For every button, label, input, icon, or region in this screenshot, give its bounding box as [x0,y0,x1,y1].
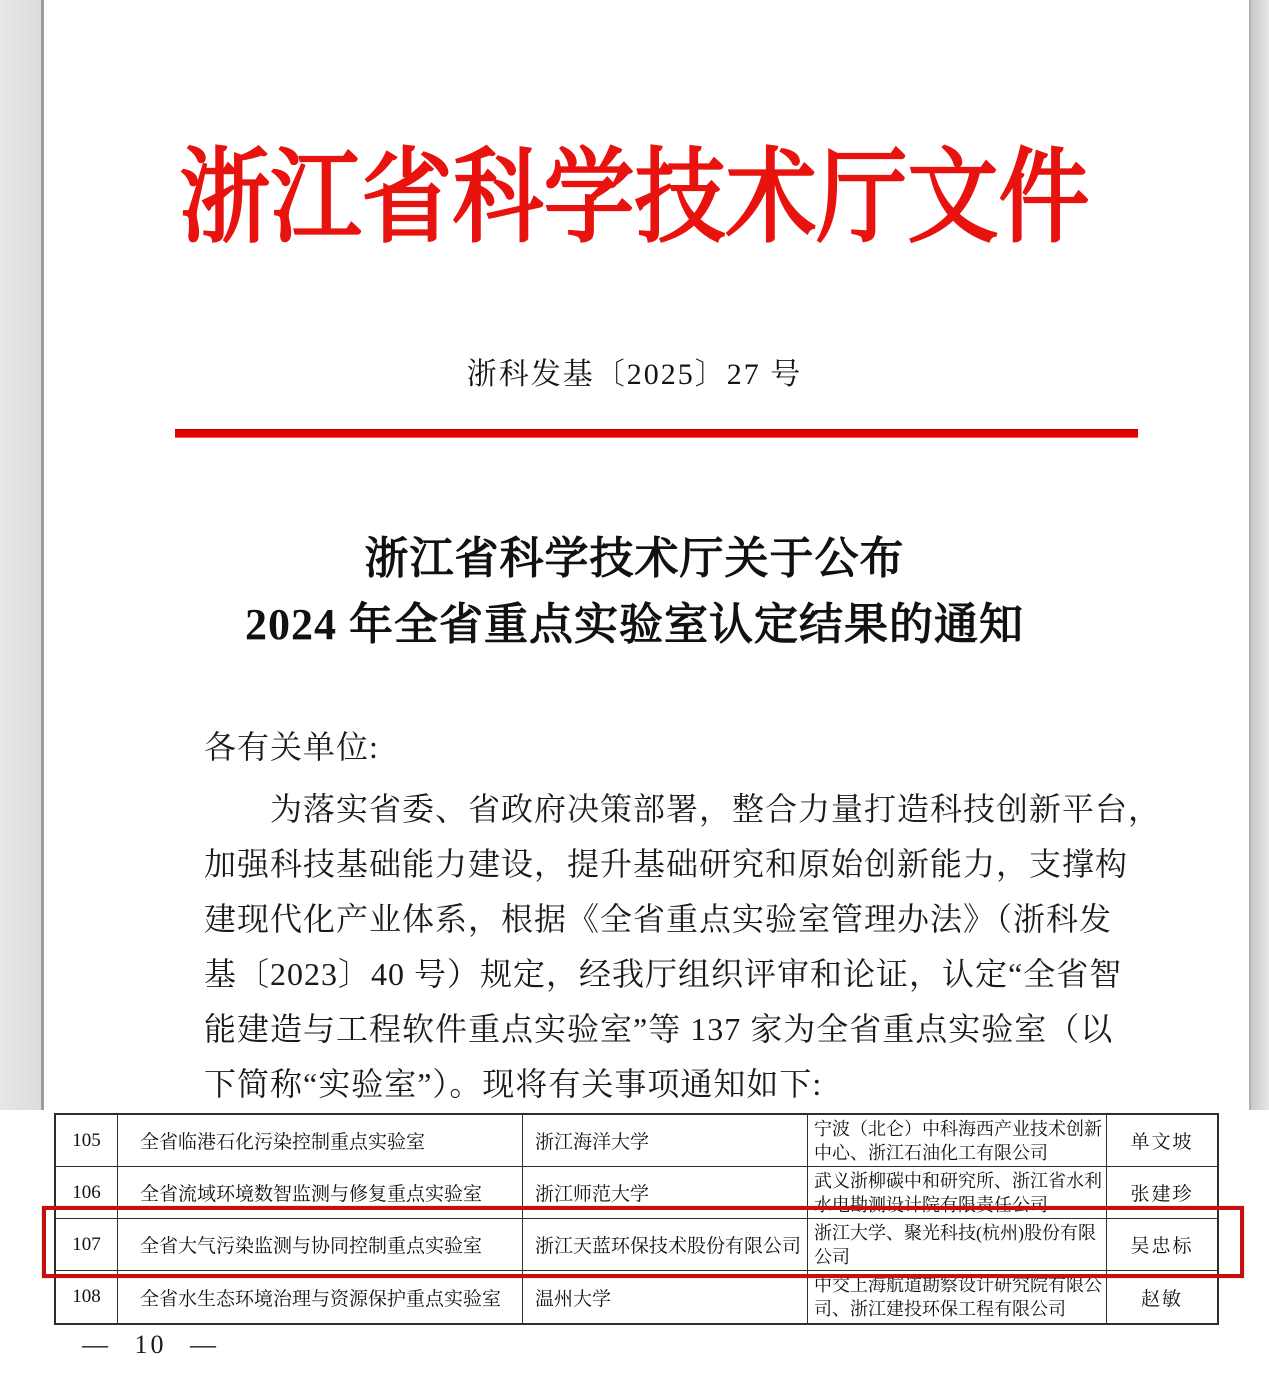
cell-host-institution: 浙江海洋大学 [523,1115,808,1167]
cell-row-number: 105 [56,1115,118,1167]
notice-title-line2: 2024 年全省重点实验室认定结果的通知 [245,600,1024,649]
cell-director: 吴忠标 [1107,1219,1217,1271]
cell-host-institution: 浙江天蓝环保技术股份有限公司 [523,1219,808,1271]
cell-director: 赵敏 [1140,1288,1183,1310]
document-number: 浙科发基〔2025〕27 号 [466,358,803,391]
cell-director: 单文坡 [1107,1115,1217,1167]
notice-title-line1: 浙江省科学技术厅关于公布 [364,534,905,583]
body-line: 能建造与工程软件重点实验室”等 137 家为全省重点实验室（以 [204,1011,1114,1047]
body-line: 基〔2023〕40 号）规定，经我厅组织评审和论证，认定“全省智 [204,956,1123,992]
body-line: 下简称“实验室”）。现将有关事项通知如下: [204,1066,823,1102]
cell-host-institution: 浙江师范大学 [523,1167,808,1219]
cell-partner-units: 武义浙柳碳中和研究所、浙江省水利水电勘测设计院有限责任公司 [808,1167,1107,1219]
cell-lab-name: 全省大气污染监测与协同控制重点实验室 [118,1219,523,1271]
salutation: 各有关单位: [204,729,379,765]
body-paragraph [204,782,1162,1112]
cell-lab-name: 全省水生态环境治理与资源保护重点实验室 [118,1271,523,1323]
body-line: 为落实省委、省政府决策部署，整合力量打造科技创新平台， [270,791,1162,827]
cell-partner-units: 浙江大学、聚光科技(杭州)股份有限公司 [808,1219,1107,1271]
body-line: 加强科技基础能力建设，提升基础研究和原始创新能力，支撑构 [204,846,1129,882]
cell-partner-units: 宁波（北仑）中科海西产业技术创新中心、浙江石油化工有限公司 [808,1115,1107,1167]
cell-lab-name: 全省流域环境数智监测与修复重点实验室 [118,1167,523,1219]
page-number: — 10 — [82,1330,219,1359]
agency-header-title: 浙江省科学技术厅文件 [179,140,1090,255]
cell-row-number: 106 [56,1167,118,1219]
cell-row-number: 108 [56,1271,118,1323]
cell-director: 张建珍 [1107,1167,1217,1219]
red-divider-rule [175,429,1138,438]
cell-row-number: 107 [56,1219,118,1271]
cell-lab-name: 全省临港石化污染控制重点实验室 [118,1115,523,1167]
row-107-red-highlight-box [42,1206,1244,1278]
body-line: 建现代化产业体系，根据《全省重点实验室管理办法》（浙科发 [204,901,1113,937]
cell-host-institution: 温州大学 [523,1271,808,1323]
cell-partner-units: 中交上海航道勘察设计研究院有限公司、浙江建投环保工程有限公司 [808,1271,1107,1323]
